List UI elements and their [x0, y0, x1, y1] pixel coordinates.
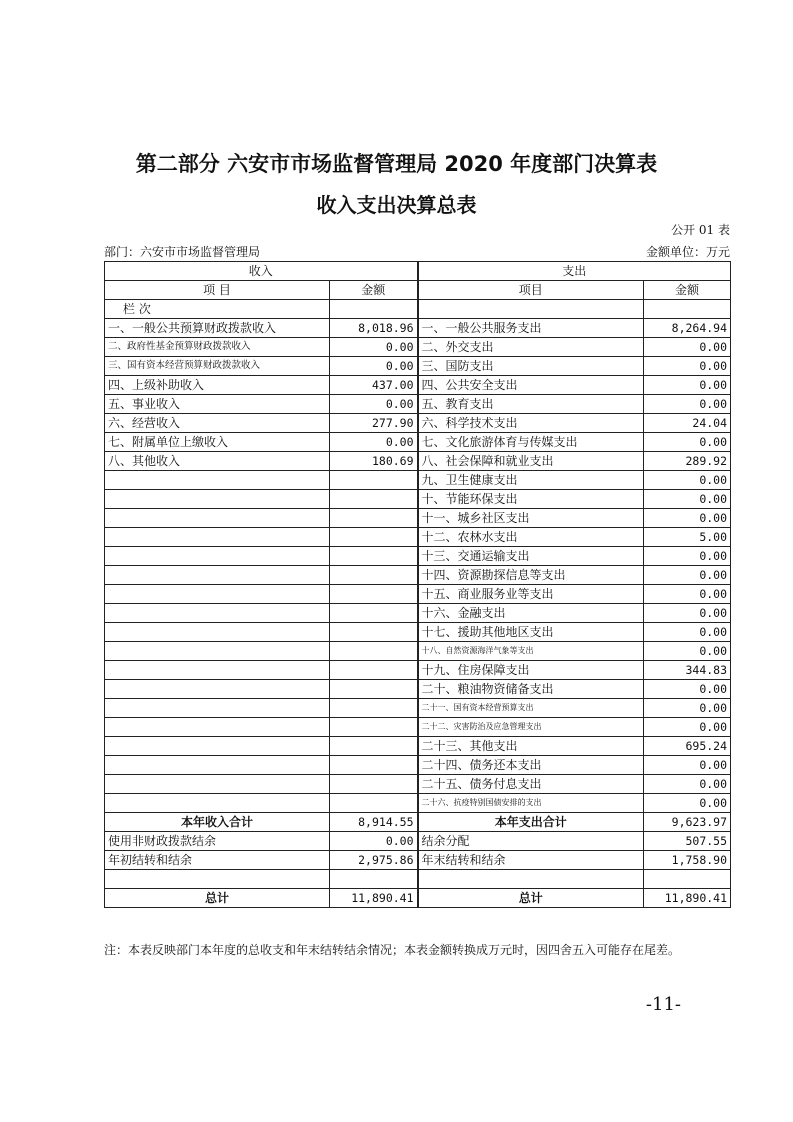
expense-amount-cell: 0.00: [644, 338, 731, 357]
income-item-cell: [105, 699, 330, 718]
form-number: 公开 01 表: [671, 223, 730, 237]
income-item-cell: 四、上级补助收入: [105, 376, 330, 395]
table-row: [105, 528, 731, 547]
income-amount-cell: 8,018.96: [330, 319, 418, 338]
table-row: [105, 775, 731, 794]
balance-income-item: [105, 870, 330, 889]
income-item-cell: [105, 775, 330, 794]
income-amount-cell: [330, 604, 418, 623]
income-amount-cell: 437.00: [330, 376, 418, 395]
expense-item-cell: 二十四、债务还本支出: [418, 756, 644, 775]
table-row: [105, 452, 731, 471]
expense-amount-cell: 0.00: [644, 642, 731, 661]
table-row: [105, 414, 731, 433]
expense-amount-cell: 0.00: [644, 585, 731, 604]
expense-item-cell: 七、文化旅游体育与传媒支出: [418, 433, 644, 452]
table-row: [105, 509, 731, 528]
amount-unit-label: 金额单位：万元: [645, 245, 730, 259]
table-row: [105, 433, 731, 452]
table-row: [105, 547, 731, 566]
department-label: 部门：六安市市场监督管理局: [104, 245, 261, 259]
income-amount-header: 金额: [330, 281, 418, 300]
page-number: -11-: [645, 994, 681, 1015]
income-amount-cell: 180.69: [330, 452, 418, 471]
income-amount-cell: 0.00: [330, 433, 418, 452]
income-item-cell: 七、附属单位上缴收入: [105, 433, 330, 452]
income-amount-cell: [330, 661, 418, 680]
expense-item-cell: 五、教育支出: [418, 395, 644, 414]
expense-item-cell: 三、国防支出: [418, 357, 644, 376]
expense-item-cell: 二十五、债务付息支出: [418, 775, 644, 794]
balance-expense-item: 结余分配: [418, 832, 644, 851]
expense-item-cell: 十一、城乡社区支出: [418, 509, 644, 528]
expense-item-cell: 十七、援助其他地区支出: [418, 623, 644, 642]
income-item-cell: [105, 585, 330, 604]
table-row: [105, 794, 731, 813]
expense-item-cell: 十二、农林水支出: [418, 528, 644, 547]
income-expense-table: [104, 261, 731, 908]
income-amount-cell: [330, 528, 418, 547]
income-amount-cell: 0.00: [330, 338, 418, 357]
table-row: [105, 395, 731, 414]
expense-item-cell: 九、卫生健康支出: [418, 471, 644, 490]
balance-expense-amount: 507.55: [644, 832, 731, 851]
expense-item-cell: 十五、商业服务业等支出: [418, 585, 644, 604]
table-row: [105, 338, 731, 357]
expense-amount-cell: 0.00: [644, 604, 731, 623]
balance-expense-amount: 1,758.90: [644, 851, 731, 870]
income-amount-cell: 0.00: [330, 357, 418, 376]
expense-total-value: 9,623.97: [644, 813, 731, 832]
table-row: [105, 357, 731, 376]
annual-total-row: [105, 813, 731, 832]
income-amount-cell: [330, 471, 418, 490]
income-item-cell: [105, 794, 330, 813]
column-index-label: 栏 次: [105, 300, 330, 319]
expense-amount-cell: 0.00: [644, 680, 731, 699]
section-header-row: [105, 262, 731, 281]
income-amount-cell: [330, 490, 418, 509]
expense-amount-cell: 0.00: [644, 699, 731, 718]
income-amount-cell: [330, 509, 418, 528]
income-amount-cell: [330, 547, 418, 566]
expense-amount-cell: 0.00: [644, 471, 731, 490]
income-header: 收入: [105, 262, 418, 281]
balance-expense-amount: [644, 870, 731, 889]
table-row: [105, 680, 731, 699]
income-item-header: 项 目: [105, 281, 330, 300]
income-item-cell: [105, 737, 330, 756]
income-item-cell: [105, 680, 330, 699]
expense-amount-cell: 0.00: [644, 547, 731, 566]
expense-amount-cell: 0.00: [644, 395, 731, 414]
expense-item-cell: 一、一般公共服务支出: [418, 319, 644, 338]
table-row: [105, 699, 731, 718]
income-item-cell: 五、事业收入: [105, 395, 330, 414]
expense-amount-cell: 0.00: [644, 509, 731, 528]
expense-amount-cell: 0.00: [644, 433, 731, 452]
expense-item-cell: 十三、交通运输支出: [418, 547, 644, 566]
income-item-cell: [105, 756, 330, 775]
table-row: [105, 604, 731, 623]
grand-total-expense-value: 11,890.41: [644, 889, 731, 908]
expense-item-cell: 二十二、灾害防治及应急管理支出: [418, 718, 644, 737]
table-row: [105, 566, 731, 585]
income-amount-cell: [330, 775, 418, 794]
expense-amount-cell: 695.24: [644, 737, 731, 756]
expense-item-cell: 二十六、抗疫特别国债安排的支出: [418, 794, 644, 813]
expense-amount-cell: 0.00: [644, 376, 731, 395]
balance-row: [105, 851, 731, 870]
income-amount-cell: [330, 699, 418, 718]
income-amount-cell: [330, 756, 418, 775]
expense-amount-header: 金额: [644, 281, 731, 300]
expense-amount-cell: 344.83: [644, 661, 731, 680]
income-item-cell: [105, 547, 330, 566]
income-item-cell: [105, 604, 330, 623]
expense-item-cell: 十、节能环保支出: [418, 490, 644, 509]
income-amount-cell: [330, 566, 418, 585]
table-row: [105, 490, 731, 509]
income-amount-cell: [330, 794, 418, 813]
income-item-cell: [105, 661, 330, 680]
income-item-cell: [105, 566, 330, 585]
table-row: [105, 718, 731, 737]
expense-item-cell: 二十、粮油物资储备支出: [418, 680, 644, 699]
grand-total-row: [105, 889, 731, 908]
income-item-cell: [105, 509, 330, 528]
expense-amount-cell: 0.00: [644, 794, 731, 813]
balance-row: [105, 870, 731, 889]
table-row: [105, 661, 731, 680]
expense-total-label: 本年支出合计: [418, 813, 644, 832]
balance-row: [105, 832, 731, 851]
expense-amount-cell: 0.00: [644, 718, 731, 737]
income-total-label: 本年收入合计: [105, 813, 330, 832]
expense-amount-cell: 0.00: [644, 623, 731, 642]
income-item-cell: [105, 623, 330, 642]
expense-amount-cell: 0.00: [644, 357, 731, 376]
expense-amount-cell: 0.00: [644, 775, 731, 794]
balance-expense-item: 年末结转和结余: [418, 851, 644, 870]
balance-income-item: 使用非财政拨款结余: [105, 832, 330, 851]
balance-income-amount: 2,975.86: [330, 851, 418, 870]
expense-item-cell: 二、外交支出: [418, 338, 644, 357]
expense-amount-cell: 289.92: [644, 452, 731, 471]
income-amount-cell: [330, 642, 418, 661]
expense-item-cell: 十八、自然资源海洋气象等支出: [418, 642, 644, 661]
income-item-cell: [105, 528, 330, 547]
expense-item-cell: 二十三、其他支出: [418, 737, 644, 756]
column-index-row: [105, 300, 731, 319]
expense-item-cell: 八、社会保障和就业支出: [418, 452, 644, 471]
income-item-cell: [105, 642, 330, 661]
expense-amount-cell: 0.00: [644, 566, 731, 585]
income-amount-cell: 0.00: [330, 395, 418, 414]
income-item-cell: [105, 718, 330, 737]
income-amount-cell: [330, 718, 418, 737]
income-item-cell: [105, 490, 330, 509]
expense-item-header: 项目: [418, 281, 644, 300]
expense-amount-cell: 8,264.94: [644, 319, 731, 338]
expense-item-cell: 二十一、国有资本经营预算支出: [418, 699, 644, 718]
footnote: 注：本表反映部门本年度的总收支和年末结转结余情况；本表金额转换成万元时，因四舍五入可能存在尾差。: [104, 943, 681, 957]
expense-item-cell: 十四、资源勘探信息等支出: [418, 566, 644, 585]
income-amount-cell: [330, 737, 418, 756]
table-title: 收入支出决算总表: [316, 193, 477, 217]
grand-total-income-value: 11,890.41: [330, 889, 418, 908]
table-row: [105, 756, 731, 775]
column-header-row: [105, 281, 731, 300]
income-item-cell: 八、其他收入: [105, 452, 330, 471]
income-item-cell: 三、国有资本经营预算财政拨款收入: [105, 357, 330, 376]
income-total-value: 8,914.55: [330, 813, 418, 832]
table-row: [105, 319, 731, 338]
income-item-cell: 六、经营收入: [105, 414, 330, 433]
income-amount-cell: [330, 585, 418, 604]
expense-item-cell: 四、公共安全支出: [418, 376, 644, 395]
table-row: [105, 737, 731, 756]
grand-total-income-label: 总计: [105, 889, 330, 908]
expense-item-cell: 十六、金融支出: [418, 604, 644, 623]
balance-income-amount: 0.00: [330, 832, 418, 851]
expense-amount-cell: 0.00: [644, 490, 731, 509]
expense-amount-cell: 5.00: [644, 528, 731, 547]
table-row: [105, 376, 731, 395]
balance-expense-item: [418, 870, 644, 889]
income-item-cell: 二、政府性基金预算财政拨款收入: [105, 338, 330, 357]
expense-item-cell: 十九、住房保障支出: [418, 661, 644, 680]
table-row: [105, 642, 731, 661]
expense-header: 支出: [418, 262, 731, 281]
income-item-cell: [105, 471, 330, 490]
balance-income-item: 年初结转和结余: [105, 851, 330, 870]
expense-amount-cell: 24.04: [644, 414, 731, 433]
income-amount-cell: 277.90: [330, 414, 418, 433]
balance-income-amount: [330, 870, 418, 889]
grand-total-expense-label: 总计: [418, 889, 644, 908]
expense-item-cell: 六、科学技术支出: [418, 414, 644, 433]
table-row: [105, 623, 731, 642]
income-amount-cell: [330, 680, 418, 699]
income-item-cell: 一、一般公共预算财政拨款收入: [105, 319, 330, 338]
income-amount-cell: [330, 623, 418, 642]
page-title: 第二部分 六安市市场监督管理局 2020 年度部门决算表: [135, 152, 658, 176]
expense-amount-cell: 0.00: [644, 756, 731, 775]
table-row: [105, 585, 731, 604]
table-row: [105, 471, 731, 490]
